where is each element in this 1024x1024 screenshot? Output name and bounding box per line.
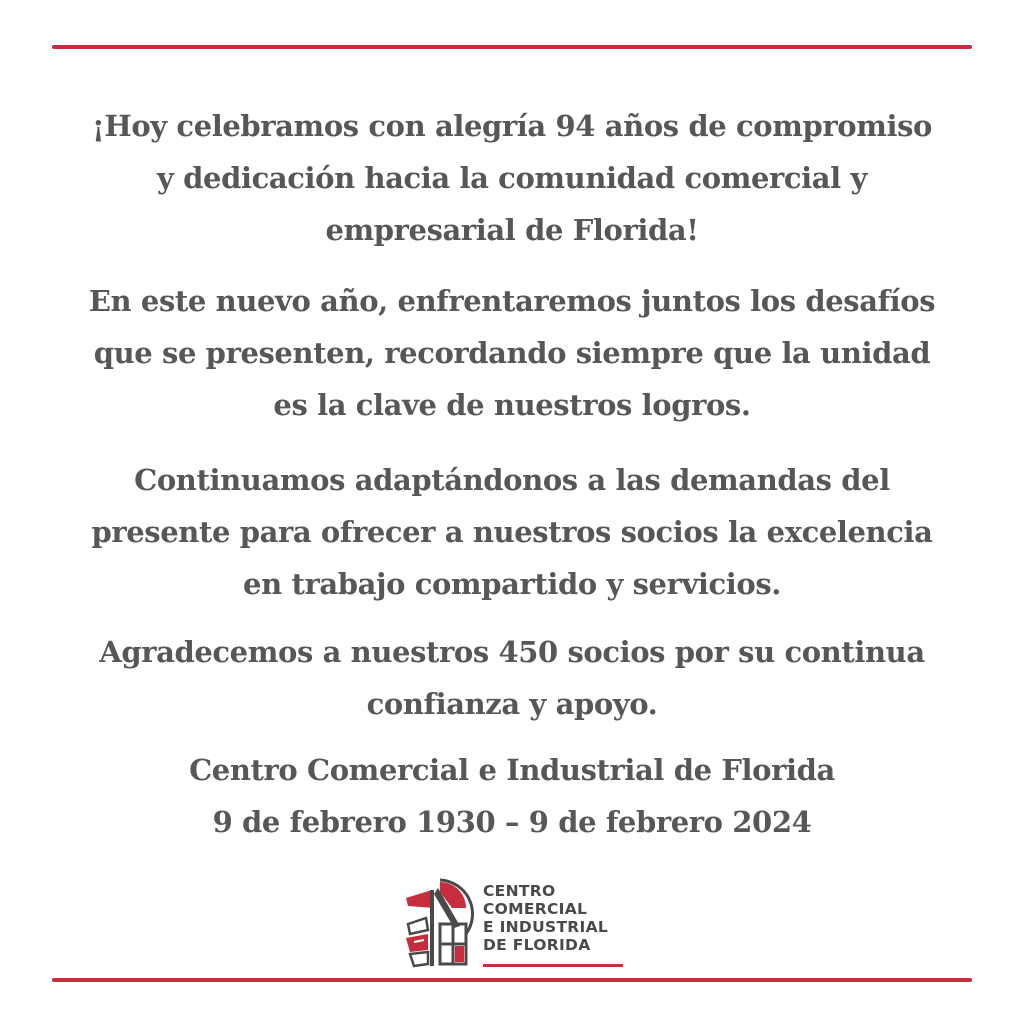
paragraph-adaptation	[60, 454, 964, 610]
paragraph-line: presente para ofrecer a nuestros socios la excelencia	[91, 515, 933, 549]
paragraph-line: ¡Hoy celebramos con alegría 94 años de compromiso	[92, 109, 932, 143]
logo-line: DE FLORIDA	[483, 936, 591, 954]
paragraph-line: y dedicación hacia la comunidad comercial y	[157, 161, 867, 195]
top-divider	[52, 45, 972, 49]
signature-name: Centro Comercial e Industrial de Florida	[189, 753, 835, 787]
logo-wordmark	[483, 882, 608, 954]
logo-underline	[483, 964, 623, 967]
paragraph-line: empresarial de Florida!	[325, 213, 699, 247]
paragraph-line: En este nuevo año, enfrentaremos juntos los desafíos	[88, 284, 936, 318]
logo-line: CENTRO	[483, 882, 556, 900]
paragraph-anniversary	[60, 100, 964, 256]
bottom-divider	[52, 978, 972, 982]
paragraph-line: Agradecemos a nuestros 450 socios por su continua	[99, 635, 925, 669]
institution-emblem-icon	[400, 872, 480, 972]
signature	[60, 744, 964, 848]
paragraph-line: en trabajo compartido y servicios.	[243, 567, 781, 601]
logo-line: COMERCIAL	[483, 900, 588, 918]
signature-dates: 9 de febrero 1930 – 9 de febrero 2024	[212, 805, 812, 839]
paragraph-line: es la clave de nuestros logros.	[273, 388, 751, 422]
paragraph-line: confianza y apoyo.	[366, 687, 658, 721]
paragraph-new-year	[60, 275, 964, 431]
paragraph-line: Continuamos adaptándonos a las demandas del	[134, 463, 890, 497]
paragraph-thanks	[60, 626, 964, 730]
organization-logo	[400, 872, 630, 972]
paragraph-line: que se presenten, recordando siempre que la unidad	[93, 336, 931, 370]
logo-line: E INDUSTRIAL	[483, 918, 609, 936]
